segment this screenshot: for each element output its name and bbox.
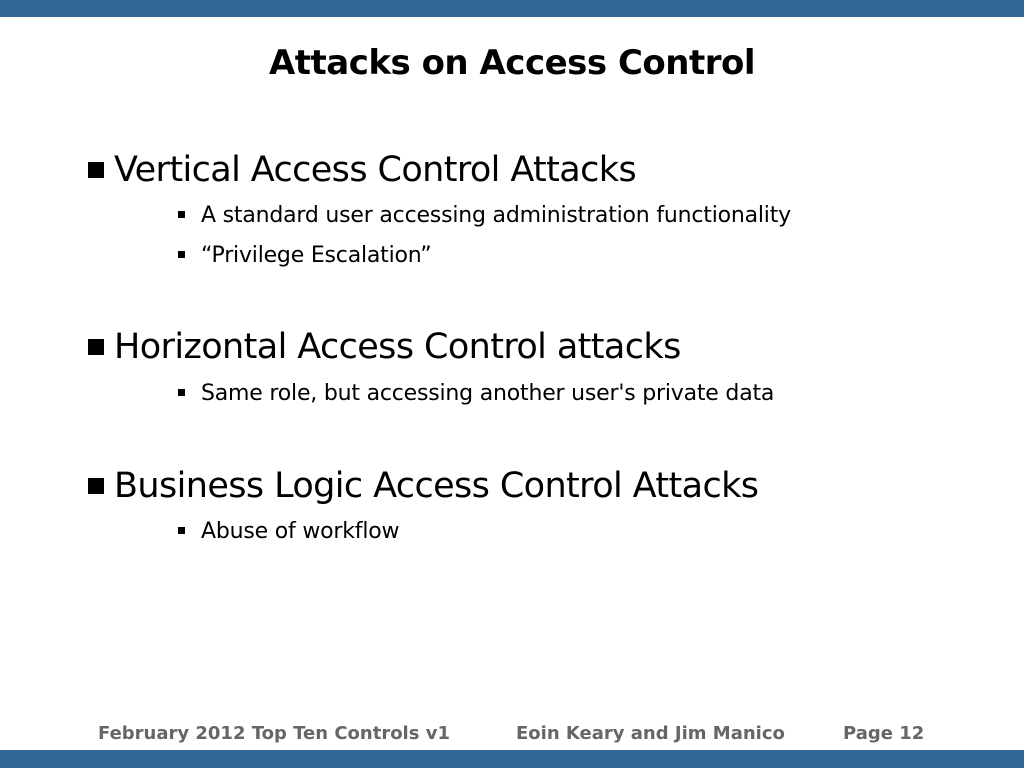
square-bullet-icon (88, 162, 104, 178)
sub-bullet-text: A standard user accessing administration functionality (201, 203, 791, 228)
slide-title: Attacks on Access Control (268, 43, 756, 83)
square-bullet-icon (88, 339, 104, 355)
footer-date-version: February 2012 Top Ten Controls v1 (98, 723, 450, 744)
bullet-heading-business-logic (88, 466, 758, 506)
sub-bullet (178, 202, 791, 230)
bullet-heading-horizontal (88, 327, 681, 367)
bullet-heading-vertical (88, 150, 636, 190)
bottom-accent-bar (0, 750, 1024, 768)
small-square-bullet-icon (178, 211, 185, 218)
small-square-bullet-icon (178, 389, 185, 396)
sub-bullet-text: Abuse of workflow (201, 519, 400, 544)
footer-authors: Eoin Keary and Jim Manico (516, 723, 785, 744)
bullet-heading-text: Business Logic Access Control Attacks (114, 466, 759, 506)
square-bullet-icon (88, 478, 104, 494)
bullet-heading-text: Horizontal Access Control attacks (114, 327, 681, 367)
sub-bullet-text: “Privilege Escalation” (201, 243, 432, 268)
sub-bullet (178, 242, 432, 270)
sub-bullet (178, 380, 774, 408)
sub-bullet-text: Same role, but accessing another user's private data (201, 381, 775, 406)
small-square-bullet-icon (178, 251, 185, 258)
footer-page-number: Page 12 (843, 723, 925, 744)
small-square-bullet-icon (178, 527, 185, 534)
sub-bullet (178, 518, 399, 546)
top-accent-bar (0, 0, 1024, 17)
bullet-heading-text: Vertical Access Control Attacks (114, 150, 637, 190)
